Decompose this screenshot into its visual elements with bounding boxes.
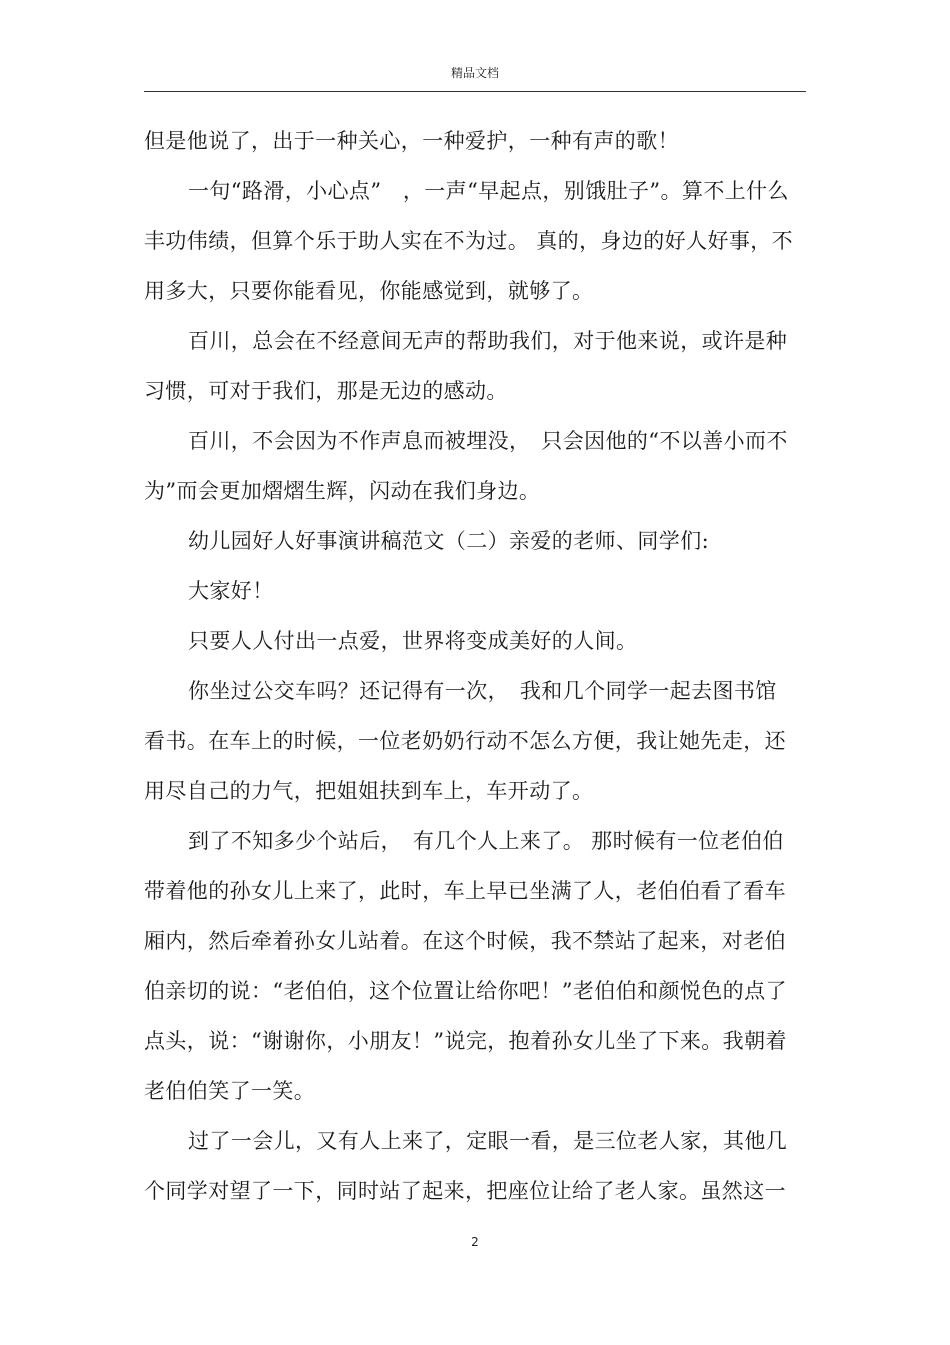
page-number: 2 [471, 1235, 479, 1249]
header-divider [144, 91, 806, 92]
paragraph: 百川，不会因为不作声息而被埋没， 只会因他的“不以善小而不为”而会更加熠熠生辉，闪动在我们身边。 [144, 429, 788, 503]
paragraph: 一句“路滑，小心点” ，一声“早起点，别饿肚子”。算不上什么丰功伟绩，但算个乐于助人实在不为过。 真的，身边的好人好事，不用多大，只要你能看见，你能感觉到，就够了。 [144, 179, 794, 303]
paragraph: 到了不知多少个站后， 有几个人上来了。 那时候有一位老伯伯带着他的孙女儿上来了，此时，车上早已坐满了人，老伯伯看了看车厢内，然后牵着孙女儿站着。在这个时候，我不禁站了起来，对老伯伯亲切的说：“老伯伯，这个位置让给你吧！”老伯伯和颜悦色的点了点头，说：“谢谢你，小朋友！”说完，抱着孙女儿坐了下来。我朝着老伯伯笑了一笑。 [144, 829, 787, 1103]
section-heading: 幼儿园好人好事演讲稿范文（二）亲爱的老师、同学们: [188, 529, 710, 553]
paragraph: 百川，总会在不经意间无声的帮助我们，对于他来说，或许是种习惯，可对于我们，那是无边的感动。 [144, 329, 788, 403]
paragraph: 过了一会儿，又有人上来了，定眼一看，是三位老人家，其他几个同学对望了一下，同时站了起来，把座位让给了老人家。虽然这一 [144, 1129, 788, 1203]
paragraph: 你坐过公交车吗？还记得有一次， 我和几个同学一起去图书馆看书。在车上的时候，一位老奶奶行动不怎么方便，我让她先走，还用尽自己的力气，把姐姐扶到车上，车开动了。 [144, 679, 786, 803]
greeting: 大家好！ [188, 579, 274, 603]
page-header: 精品文档 [450, 66, 499, 80]
document-body [144, 116, 794, 1216]
paragraph: 但是他说了，出于一种关心，一种爱护，一种有声的歌！ [144, 129, 679, 153]
paragraph: 只要人人付出一点爱，世界将变成美好的人间。 [188, 629, 638, 653]
